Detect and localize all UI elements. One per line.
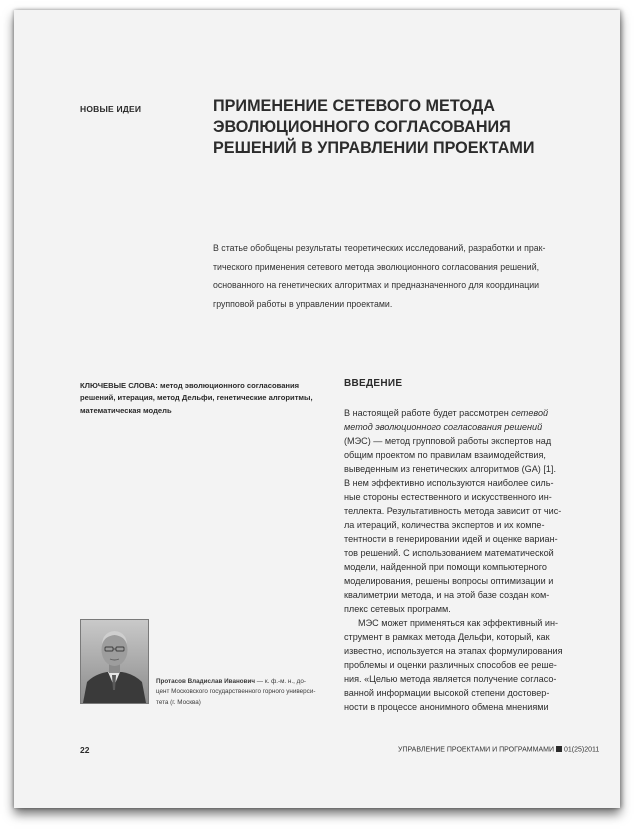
- journal-issue: 01(25)2011: [563, 746, 600, 754]
- square-separator-icon: [556, 746, 562, 752]
- title-line: РЕШЕНИЙ В УПРАВЛЕНИИ ПРОЕКТАМИ: [213, 139, 535, 157]
- body-line: проблемы и оценки различных способов ее реше-: [344, 660, 557, 670]
- article-title: [213, 96, 573, 159]
- body-line: выведенным из генетических алгоритмов (GA) [1].: [344, 464, 556, 474]
- author-caption: [156, 677, 336, 708]
- body-line: ния. «Целью метода является получение согласо-: [344, 674, 557, 684]
- body-italic-segment: сетевой: [511, 408, 549, 418]
- body-line: (МЭС) — метод групповой работы экспертов над: [344, 436, 552, 446]
- author-credentials: — к. ф.-м. н., до-: [255, 678, 306, 685]
- body-line: тов решений. С использованием математической: [344, 548, 554, 558]
- body-line: модели, найденной при помощи компьютерного: [344, 562, 547, 572]
- caption-line: [156, 677, 336, 687]
- abstract-line: основанного на генетических алгоритмах и предназначенного для координации: [213, 280, 540, 290]
- title-line: ПРИМЕНЕНИЕ СЕТЕВОГО МЕТОДА: [213, 97, 495, 115]
- body-line: известно, используется на этапах формулирования: [344, 646, 563, 656]
- body-line: ности в процессе анонимного обмена мнениями: [344, 702, 549, 712]
- body-italic-segment: метод эволюционного согласования решений: [344, 422, 543, 432]
- abstract-line: групповой работы в управлении проектами.: [213, 298, 393, 309]
- journal-footer: [398, 746, 599, 754]
- caption-line: цент Московского государственного горного универси-: [156, 688, 316, 696]
- abstract-line: тического применения сетевого метода эволюционного согласования решений,: [213, 261, 540, 272]
- body-text-segment: В настоящей работе будет рассмотрен: [344, 408, 512, 418]
- body-text: [344, 406, 594, 714]
- abstract: [213, 239, 593, 313]
- page-number: 22: [80, 745, 90, 755]
- section-label: НОВЫЕ ИДЕИ: [80, 104, 142, 114]
- author-photo: [80, 619, 149, 704]
- body-line: МЭС может применяться как эффективный ин-: [358, 618, 559, 628]
- body-line: [344, 406, 594, 420]
- keywords: [80, 380, 330, 417]
- body-line: [344, 420, 594, 434]
- body-line: ные стороны естественного и искусственного ин-: [344, 492, 552, 502]
- body-line: плекс сетевых программ.: [344, 604, 451, 614]
- keywords-line: решений, итерация, метод Дельфи, генетические алгоритмы,: [80, 393, 313, 403]
- section-heading-introduction: ВВЕДЕНИЕ: [344, 378, 403, 389]
- body-line: моделирования, решены вопросы оптимизации и: [344, 576, 554, 586]
- title-line: ЭВОЛЮЦИОННОГО СОГЛАСОВАНИЯ: [213, 118, 511, 136]
- caption-line: тета (г. Москва): [156, 698, 201, 706]
- author-portrait-image: [81, 620, 148, 703]
- body-line: теллекта. Результативность метода зависит от чис-: [344, 506, 562, 516]
- abstract-line: В статье обобщены результаты теоретических исследований, разработки и прак-: [213, 243, 546, 253]
- author-name: Протасов Владислав Иванович: [156, 678, 256, 685]
- body-line: струмент в рамках метода Дельфи, который, как: [344, 632, 550, 642]
- keywords-line: математическая модель: [80, 405, 172, 415]
- body-line: В нем эффективно используются наиболее силь-: [344, 478, 554, 488]
- body-line: квалиметрии метода, и на этой базе создан ком-: [344, 590, 550, 600]
- body-line: тентности в генерировании идей и оценке вариан-: [344, 534, 558, 544]
- journal-name: УПРАВЛЕНИЕ ПРОЕКТАМИ И ПРОГРАММАМИ: [398, 746, 554, 754]
- body-line: ванной информации высокой степени достовер-: [344, 688, 550, 698]
- body-line: ла итераций, количества экспертов и их компе-: [344, 520, 545, 530]
- body-line: общим проектом по правилам взаимодействия,: [344, 450, 546, 460]
- keywords-line: КЛЮЧЕВЫЕ СЛОВА: метод эволюционного согласования: [80, 381, 300, 390]
